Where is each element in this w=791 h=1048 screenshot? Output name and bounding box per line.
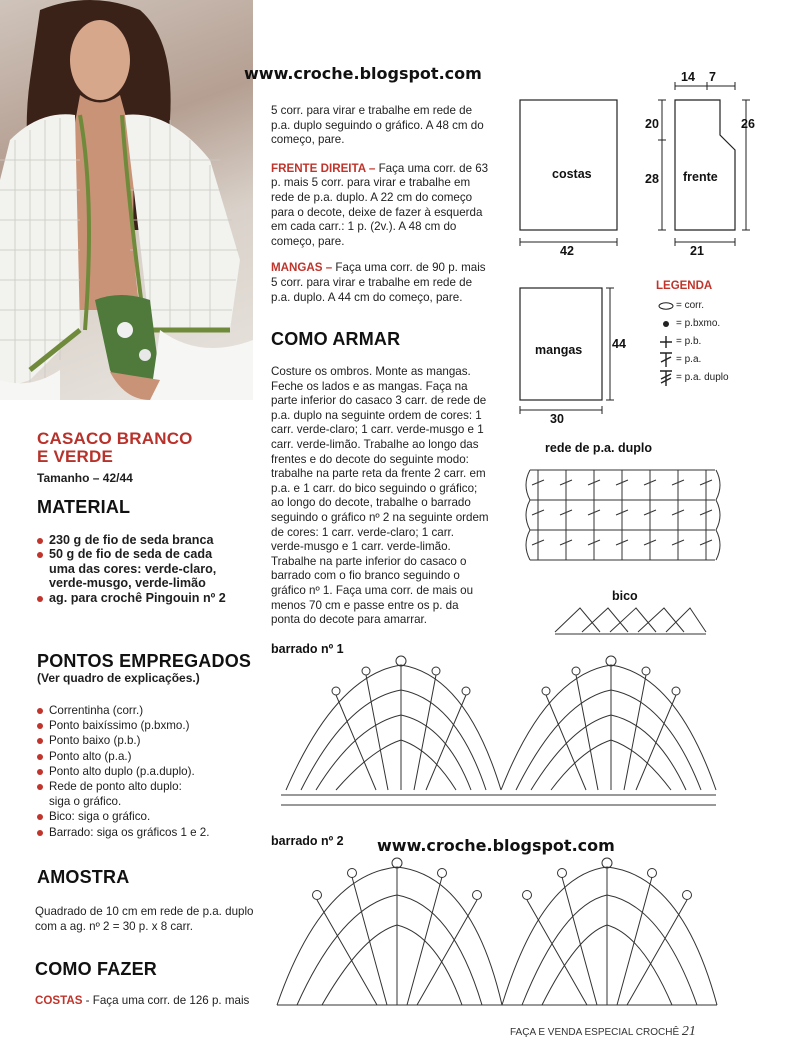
website-url-top: www.croche.blogspot.com (244, 64, 482, 83)
middle-column (271, 104, 489, 315)
page-number: 21 (681, 1024, 696, 1039)
frente-bottom: 21 (690, 244, 704, 258)
barrado1-chart (276, 655, 721, 815)
mangas-paragraph (271, 261, 489, 305)
costas-width: 42 (560, 244, 574, 258)
legend-item-pa: = p.a. (676, 354, 702, 365)
como-armar-heading: COMO ARMAR (271, 329, 401, 349)
barrado2-chart (272, 855, 722, 1015)
costas-continued: 5 corr. para virar e trabalhe em rede de p.a. duplo seguindo o gráfico. A 48 cm do começo, pare. (271, 104, 484, 147)
rede-grid (526, 470, 720, 560)
mangas-height: 44 (612, 337, 626, 351)
legend-item-pb: = p.b. (676, 336, 702, 347)
website-url-middle: www.croche.blogspot.com (377, 836, 615, 855)
pattern-title-line1: CASACO BRANCO (37, 429, 193, 448)
material-list (37, 533, 242, 605)
legend-title: LEGENDA (656, 280, 713, 292)
frente-right: 26 (741, 117, 755, 131)
pontos-list (37, 703, 237, 840)
legend-item-pbxmo: = p.bxmo. (676, 318, 721, 329)
frente-top-b: 7 (709, 70, 716, 84)
amostra-heading: AMOSTRA (37, 867, 130, 887)
pontos-item: Ponto baixo (p.b.) (37, 733, 237, 748)
size-info: Tamanho – 42/44 (37, 471, 133, 485)
legend-item-corr: = corr. (676, 300, 705, 311)
model-photo (0, 0, 253, 400)
barrado1-label: barrado nº 1 (271, 642, 344, 656)
mangas-label-diagram: mangas (535, 343, 583, 357)
frente-top-a: 14 (681, 70, 695, 84)
bico-label: bico (612, 589, 638, 603)
legend-corr-symbol (659, 303, 673, 309)
costas-rect (520, 100, 617, 230)
mangas-text: Faça uma corr. de 90 p. mais 5 corr. para virar e trabalhe em rede de p.a. duplo. A 44 cm do começo, pare. (271, 261, 486, 304)
pontos-item: Ponto alto (p.a.) (37, 749, 237, 764)
pattern-title-line2: E VERDE (37, 447, 114, 466)
costas-paragraph (35, 994, 265, 1009)
legend-pa-duplo-symbol (660, 371, 672, 386)
pontos-item: Ponto baixíssimo (p.bxmo.) (37, 718, 237, 733)
pontos-item: Ponto alto duplo (p.a.duplo). (37, 764, 237, 779)
amostra-text: Quadrado de 10 cm em rede de p.a. duplo com a ag. nº 2 = 30 p. x 8 carr. (35, 905, 254, 933)
legend-pa-symbol (660, 353, 672, 367)
material-item: 50 g de fio de seda de cada uma das cores: verde-claro, verde-musgo, verde-limão (37, 547, 219, 590)
legend-pb-symbol (660, 336, 672, 348)
barrado2-label: barrado nº 2 (271, 834, 344, 848)
frente-left-a: 20 (645, 117, 659, 131)
material-item: ag. para crochê Pingouin nº 2 (37, 591, 242, 605)
model-photo-illustration (0, 0, 253, 400)
pontos-item: Bico: siga o gráfico. (37, 809, 237, 824)
legend-item-pa-duplo: = p.a. duplo (676, 372, 729, 383)
como-armar-text: Costure os ombros. Monte as mangas. Feche os lados e as mangas. Faça na parte inferior do casaco 3 carr. de rede de p.a. duplo na seguinte ordem de cores: 1 carr. verde-claro; 1 carr. verde-musgo e 1 carr. verde-limão. Trabalhe ao longo das frentes e do decote do seguinte modo: trabalhe na parte reta da frente 2 carr. em p.a. e 1 carr. do bico seguindo o gráfico; ao longo do decote, trabalhe o barrado seguindo o gráfico nº 2 na seguinte ordem de cores: 1 carr. verde-claro; 1 carr. verde-musgo e 1 carr. verde-limão. Trabalhe na parte inferior do casaco o barrado com o fio branco seguindo o gráfico nº 1. Faça uma corr. de mais ou menos 70 cm e passe entre os p. da ponta do decote para amarrar. (271, 365, 489, 627)
pontos-heading: PONTOS EMPREGADOS (37, 651, 252, 671)
costas-label: COSTAS (35, 994, 83, 1007)
material-heading: MATERIAL (37, 497, 131, 517)
frente-text: Faça uma corr. de 63 p. mais 5 corr. para virar e trabalhe em rede de p.a. duplo. A 22 cm do começo para o decote, deixe de fazer à esquerda em cada carr.: 1 p. (2v.). A 48 cm do começo, pare. (271, 161, 489, 248)
mangas-width: 30 (550, 412, 564, 426)
pontos-item: Rede de ponto alto duplo: siga o gráfico. (37, 779, 199, 809)
pontos-item: Correntinha (corr.) (37, 703, 237, 718)
legend-pbxmo-symbol (663, 321, 669, 327)
como-fazer-heading: COMO FAZER (35, 959, 157, 979)
frente-shape (675, 100, 735, 230)
rede-label: rede de p.a. duplo (545, 441, 652, 455)
pontos-subheading: (Ver quadro de explicações.) (37, 671, 200, 685)
costas-text: - Faça uma corr. de 126 p. mais (82, 994, 250, 1007)
pontos-item: Barrado: siga os gráficos 1 e 2. (37, 825, 237, 840)
frente-label-diagram: frente (683, 170, 718, 184)
material-item: 230 g de fio de seda branca (37, 533, 242, 547)
frente-paragraph (271, 162, 489, 250)
frente-left-b: 28 (645, 172, 659, 186)
costas-label-diagram: costas (552, 167, 592, 181)
magazine-name: FAÇA E VENDA ESPECIAL CROCHÊ (510, 1027, 680, 1038)
frente-label: FRENTE DIREITA – (271, 161, 376, 175)
bico-motif (555, 608, 706, 634)
mangas-label: MANGAS – (271, 261, 333, 275)
footer (510, 1024, 696, 1040)
